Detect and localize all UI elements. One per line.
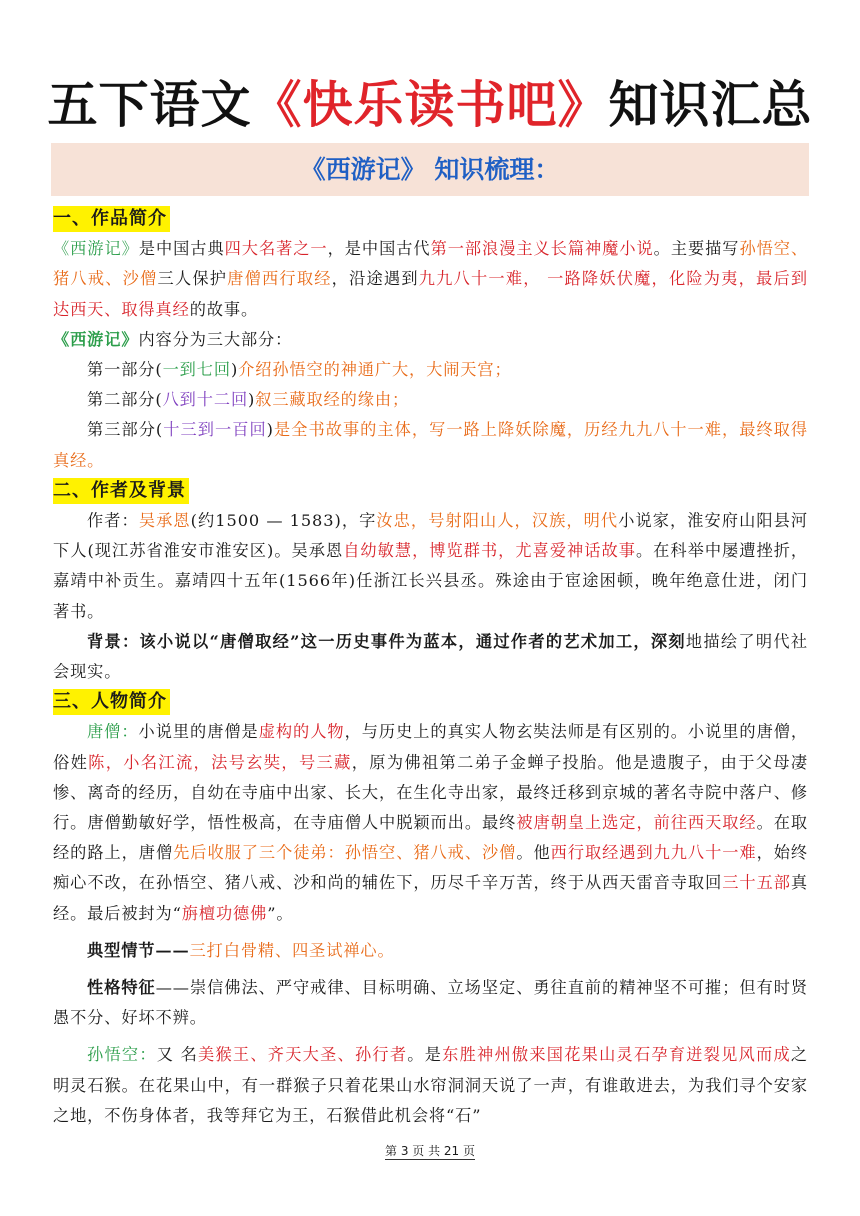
document-body [53, 204, 808, 1131]
highlight-text: 西行取经遇到九九八十一难 [550, 843, 757, 863]
wukong-paragraph [53, 1040, 808, 1131]
part-description: 叙三藏取经的缘由； [255, 390, 410, 410]
book-title: 《西游记》 [53, 239, 139, 259]
text-run: 小说家，淮安府山阳县河下人(现江苏省淮安市淮安区)。吴承恩 [53, 511, 808, 561]
character-name: 孙悟空： [87, 1045, 157, 1065]
part-one [53, 355, 808, 385]
dash: —— [155, 978, 190, 998]
highlight-text: 第一部浪漫主义长篇神魔小说 [430, 239, 654, 259]
chapter-range: 一到七回 [162, 360, 231, 380]
text-run: 之明灵石猴。在花果山中，有一群猴子只着花果山水帘洞洞天说了一声，有谁敢进去，为我们寻个安家之地，不伤身体者，我等拜它为王，石猴借此机会将“石” [53, 1045, 808, 1125]
plot-label: 典型情节 [87, 940, 156, 960]
highlight-text: 一路降妖伏魔，化险为夷，最后到达西天、取得真经 [53, 269, 808, 319]
part-description: 是全书故事的主体，写一路上降妖除魔，历经九九八十一难，最终取得真经。 [53, 420, 808, 470]
highlight-text: 孙悟空、猪八戒、沙僧 [53, 239, 809, 289]
text-run: 。在科举中屡遭挫折，嘉靖中补贡生。嘉靖四十五年(1566年)任浙江长兴县丞。殊途由于宦途困顿，晚年绝意仕进，闭门著书。 [53, 541, 808, 621]
highlight-text: 旃檀功德佛 [181, 903, 268, 923]
traits-text: 崇信佛法、严守戒律、目标明确、立场坚定、勇往直前的精神坚不可摧；但有时贤愚不分、好坏不辨。 [53, 978, 808, 1028]
background-bold: 背景：该小说以“唐僧取经”这一历史事件为蓝本，通过作者的艺术加工，深刻 [87, 631, 686, 651]
text-run: 小说里的唐僧是 [138, 722, 259, 742]
text-run: ，沿途遇到 [331, 269, 419, 289]
title-highlight: 《快乐读书吧》 [251, 76, 609, 134]
traits-paragraph [53, 973, 808, 1033]
structure-paragraph [53, 325, 808, 355]
text-run: 又 名 [156, 1045, 199, 1065]
title-prefix: 五下语文 [47, 76, 252, 134]
text-run: ，与历史上的真实人物玄奘法师是有区别的。小说里的唐僧，俗姓 [53, 722, 809, 772]
highlight-text: 美猴王、齐天大圣、孙行者 [198, 1045, 408, 1065]
page-number: 第 3 页 共 21 页 [385, 1144, 475, 1158]
text-run: ) [248, 390, 256, 410]
plot-paragraph [53, 936, 808, 966]
text-run: 真经。最后被封为“ [53, 873, 808, 923]
author-paragraph [53, 506, 808, 627]
highlight-text: 三十五部 [722, 873, 791, 893]
book-title: 《西游记》 [53, 329, 139, 349]
text-run: 作者： [87, 511, 139, 531]
author-name: 吴承恩 [138, 511, 191, 531]
text-run: 。主要描写 [653, 239, 740, 259]
highlight-text: 东胜神州傲来国花果山灵石孕育迸裂见风而成 [442, 1045, 791, 1065]
part-description: 介绍孙悟空的神通广大，大闹天宫； [238, 360, 512, 380]
tangseng-paragraph [53, 717, 808, 928]
text-run: ) [266, 420, 274, 440]
text-run: 内容分为三大部分： [138, 329, 293, 349]
intro-paragraph [53, 234, 808, 325]
highlight-text: 陈，小名江流，法号玄奘，号三藏 [88, 752, 352, 772]
chapter-range: 十三到一百回 [163, 420, 267, 440]
chapter-range: 八到十二回 [162, 390, 249, 410]
highlight-text: 自幼敏慧，博览群书，尤喜爱神话故事 [343, 541, 636, 561]
highlight-text: 汝忠，号射阳山人，汉族，明代 [376, 511, 619, 531]
section-heading-author: 二、作者及背景 [53, 478, 189, 504]
text-run: ，是中国古代 [327, 239, 431, 259]
highlight-text: 九九八十一难， [418, 269, 541, 289]
text-run: (约1500 — 1583)，字 [190, 511, 377, 531]
text-run: 第三部分( [87, 420, 164, 440]
text-run: 地描绘了明代社会现实。 [53, 631, 808, 682]
section-heading-characters: 三、人物简介 [53, 689, 170, 715]
text-run: ”。 [267, 903, 294, 923]
text-run: ) [230, 360, 239, 380]
section-heading-intro: 一、作品简介 [53, 206, 170, 232]
highlight-text: 虚构的人物 [258, 722, 345, 742]
part-three [53, 415, 808, 475]
character-name: 唐僧： [87, 722, 139, 742]
text-run: ，原为佛祖第二弟子金蝉子投胎。他是遗腹子，由于父母凄惨、离奇的经历，自幼在寺庙中出家、长大，在生化寺出家，最终迁移到京城的著名寺院中落户、修行。唐僧勤敏好学，悟性极高，在寺庙僧人中脱颖而出。最终 [53, 752, 808, 833]
text-run: 第一部分( [87, 360, 163, 380]
text-run: 。是 [407, 1045, 443, 1065]
highlight-text: 四大名著之一 [224, 239, 328, 259]
text-run: 。他 [516, 843, 551, 863]
text-run: 。在取经的路上，唐僧 [53, 813, 808, 863]
title-suffix: 知识汇总 [608, 76, 813, 134]
highlight-text: 唐僧西行取经 [227, 269, 332, 289]
text-run: 第二部分( [87, 390, 163, 410]
text-run: 是中国古典 [138, 239, 225, 259]
text-run: 三人保护 [157, 269, 228, 289]
traits-label: 性格特征 [87, 978, 156, 998]
highlight-text: 先后收服了三个徒弟：孙悟空、猪八戒、沙僧 [173, 843, 517, 863]
part-two [53, 385, 808, 415]
text-run: ，始终痴心不改，在孙悟空、猪八戒、沙和尚的辅佐下，历尽千辛万苦，终于从西天雷音寺取回 [53, 843, 808, 893]
page-title [0, 76, 860, 134]
page-footer [0, 1142, 860, 1159]
section-banner: 《西游记》 知识梳理： [51, 143, 809, 196]
text-run: 的故事。 [189, 299, 259, 319]
background-paragraph [53, 627, 808, 687]
highlight-text: 被唐朝皇上选定，前往西天取经 [516, 813, 757, 833]
dash: —— [155, 940, 190, 960]
plot-text: 三打白骨精、四圣试禅心。 [189, 940, 395, 960]
